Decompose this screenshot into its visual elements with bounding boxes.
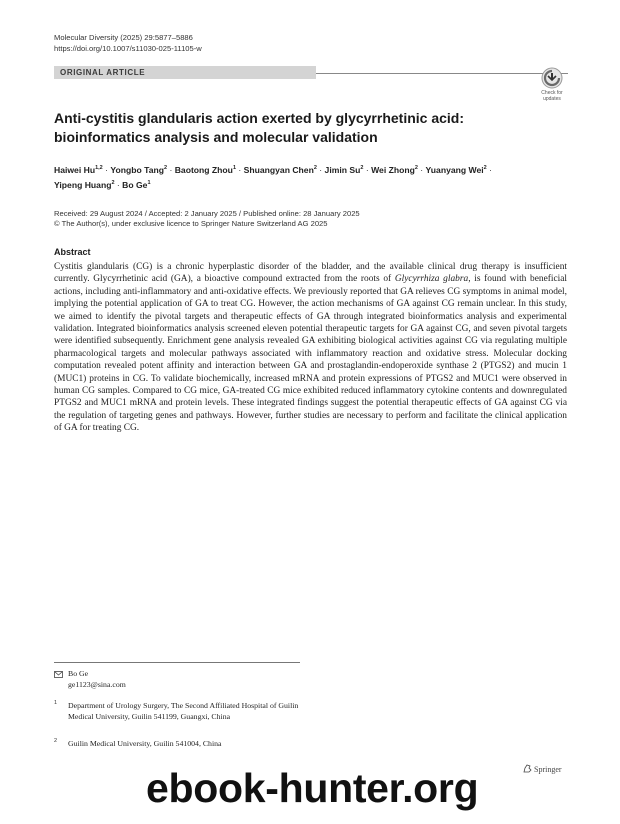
affiliation-2-number: 2	[54, 738, 58, 744]
author-name: Shuangyan Chen	[243, 164, 314, 175]
publisher-name: Springer	[534, 765, 562, 774]
corresponding-author-name: Bo Ge	[68, 669, 89, 678]
author-entry[interactable]	[371, 165, 418, 175]
author-name: Bo Ge	[122, 179, 148, 190]
watermark-text: ebook-hunter.org	[146, 765, 479, 811]
abstract-text	[54, 261, 567, 435]
affiliation-1: Department of Urology Surgery, The Second Affiliated Hospital of Guilin Medical University, Guilin 541199, Guangxi, China	[68, 701, 299, 721]
author-name: Yongbo Tang	[110, 164, 164, 175]
author-separator: ·	[316, 164, 325, 175]
author-affiliation-marker: 2	[360, 165, 364, 171]
doi-link[interactable]: https://doi.org/10.1007/s11030-025-11105-w	[54, 44, 202, 53]
affiliation-1-number: 1	[54, 700, 58, 706]
author-list	[54, 162, 564, 192]
author-affiliation-marker: 2	[111, 179, 115, 186]
springer-logo	[523, 764, 562, 774]
article-title: Anti-cystitis glandularis action exerted by glycyrrhetinic acid: bioinformatics analysis and molecular validation	[54, 110, 465, 145]
author-name: Yipeng Huang	[54, 179, 112, 190]
abstract-part-2: , is found with beneficial actions, including anti-inflammatory and anti-oxidative effects. We previously reported that GA relieves CG symptoms in animal model, implying the potential application of GA to treat CG. However, the action mechanisms of GA against CG remain unclear. In this study, we aimed to identify the pivotal targets and therapeutic effects of GA through integrated bioinformatics analysis and experimental validation. Integrated bioinformatics analysis screened eleven potential therapeutic targets for GA against CG, and seven pivotal targets were identified subsequently. Enrichment gene analysis revealed GA exhibiting biological activities against CG via regulating multiple pharmacological targets and molecular pathways associated with inflammatory reaction and oxidative stress. Molecular docking computation revealed potent affinity and interaction between GA and prostaglandin-endoperoxide synthase 2 (PTGS2) and mucin 1 (MUC1) proteins in CG. To validate biochemically, increased mRNA and protein expressions of PTGS2 and MUC1 were observed in human CG samples. Compared to CG mice, GA-treated CG mice exhibited reduced inflammatory cytokine contents and downregulated PTGS2 and MUC1 mRNA and protein levels. These integrated findings suggest the potential therapeutic effects of GA against CG via the regulation of targeting genes and pathways. However, further studies are necessary to perform and facilitate the clinical application of GA for treating CG.	[54, 274, 568, 434]
envelope-icon	[54, 671, 63, 678]
author-name: Yuanyang Wei	[425, 164, 484, 175]
affiliation-2: Guilin Medical University, Guilin 541004, China	[68, 739, 222, 748]
corresponding-author-email[interactable]: ge1123@sina.com	[68, 680, 126, 689]
badge-line-1: Check for	[541, 90, 563, 96]
author-separator: ·	[114, 179, 123, 190]
abstract-part-1: Cystitis glandularis (CG) is a chronic hyperplastic disorder of the bladder, and the available clinical drug therapy is insufficient currently. Glycyrrhetinic acid (GA), a bioactive compound extracted from the roots of	[54, 262, 567, 285]
journal-citation: Molecular Diversity (2025) 29:5877–5886	[54, 33, 193, 42]
author-affiliation-marker: 1,2	[95, 165, 103, 171]
check-for-updates-icon	[541, 67, 563, 89]
author-entry[interactable]	[122, 180, 150, 190]
publication-dates	[54, 209, 564, 229]
dates-line: Received: 29 August 2024 / Accepted: 2 January 2025 / Published online: 28 January 2025	[54, 209, 360, 218]
check-for-updates-badge[interactable]	[537, 67, 567, 101]
author-name: Haiwei Hu	[54, 164, 96, 175]
author-affiliation-marker: 2	[483, 165, 487, 171]
footnote-rule	[54, 662, 300, 663]
author-entry[interactable]	[325, 165, 364, 175]
author-affiliation-marker: 2	[313, 165, 317, 171]
abstract-species-name: Glycyrrhiza glabra	[394, 274, 469, 285]
author-entry[interactable]	[54, 165, 103, 175]
header-rule	[316, 73, 568, 74]
author-name: Wei Zhong	[371, 164, 415, 175]
author-entry[interactable]	[54, 180, 115, 190]
badge-line-2: updates	[543, 96, 561, 102]
author-entry[interactable]	[426, 165, 487, 175]
author-affiliation-marker: 1	[147, 179, 151, 186]
author-separator: ·	[236, 164, 244, 175]
article-type-banner: ORIGINAL ARTICLE	[54, 66, 316, 79]
author-affiliation-marker: 2	[414, 165, 418, 171]
author-name: Jimin Su	[324, 164, 361, 175]
author-separator: ·	[102, 164, 111, 175]
author-separator: ·	[167, 164, 175, 175]
author-affiliation-marker: 1	[232, 165, 236, 171]
springer-horse-icon	[523, 764, 532, 773]
author-separator: ·	[417, 164, 426, 175]
author-entry[interactable]	[244, 165, 317, 175]
author-entry[interactable]	[175, 165, 236, 175]
author-separator: ·	[486, 164, 492, 175]
author-separator: ·	[363, 164, 372, 175]
author-affiliation-marker: 2	[164, 165, 168, 171]
abstract-heading: Abstract	[54, 247, 91, 257]
author-name: Baotong Zhou	[174, 164, 233, 175]
author-entry[interactable]	[110, 165, 167, 175]
copyright-line: © The Author(s), under exclusive licence to Springer Nature Switzerland AG 2025	[54, 219, 328, 228]
